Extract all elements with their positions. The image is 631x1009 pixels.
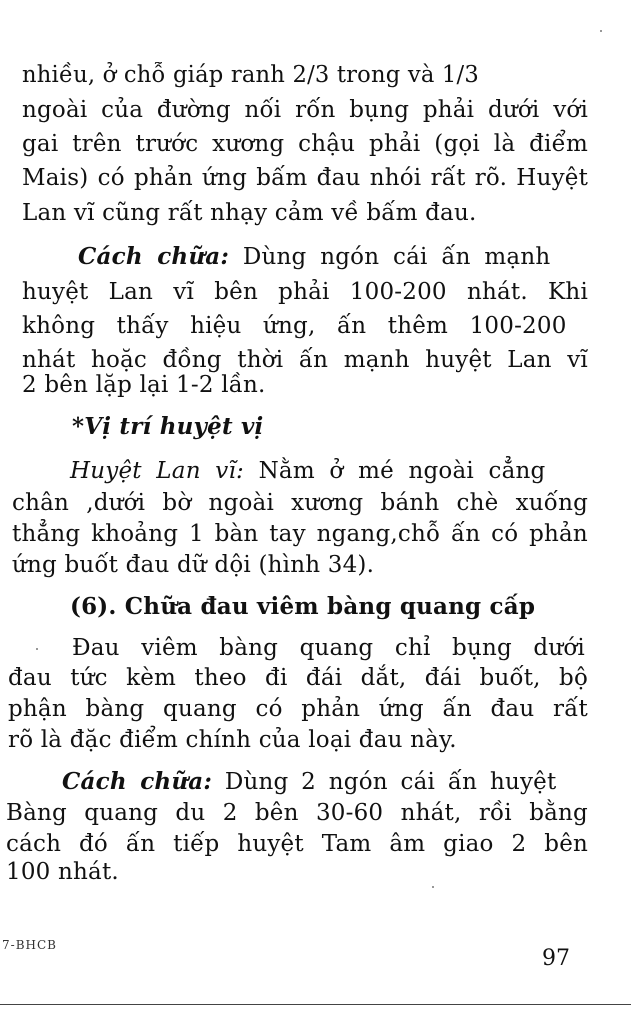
para4-line-1: Đau viêm bàng quang chỉ bụng dưới <box>72 635 585 661</box>
para3-line-1 <box>70 456 545 486</box>
para1-line-4: Mais) có phản ứng bấm đau nhói rất rõ. Huyệt <box>22 165 589 191</box>
para5-line-4: 100 nhát. <box>6 859 119 885</box>
para4-line-4: rõ là đặc điểm chính của loại đau này. <box>8 727 457 753</box>
para3-line-4: ứng buốt đau dữ dội (hình 34). <box>12 552 375 578</box>
para5-line-1 <box>62 767 556 797</box>
para2-line-3: không thấy hiệu ứng, ấn thêm 100-200 <box>22 313 567 339</box>
para3-label: Huyệt Lan vĩ: <box>70 458 244 484</box>
para1-line-1: nhiều, ở chỗ giáp ranh 2/3 trong và 1/3 <box>22 62 479 88</box>
para2-line-1 <box>78 242 550 272</box>
para4-line-3: phận bàng quang có phản ứng ấn đau rất <box>8 696 588 722</box>
scan-speck <box>600 30 602 32</box>
para1-line-3: gai trên trước xương chậu phải (gọi là điểm <box>22 131 588 157</box>
para2-label: Cách chữa: <box>78 243 230 270</box>
footer-code: 7-BHCB <box>2 938 57 952</box>
para5-label: Cách chữa: <box>62 768 213 795</box>
para5-line-3: cách đó ấn tiếp huyệt Tam âm giao 2 bên <box>6 831 589 857</box>
heading-vitri: *Vị trí huyệt vị <box>72 413 264 440</box>
para2-line-2: huyệt Lan vĩ bên phải 100-200 nhát. Khi <box>22 279 588 305</box>
para3-line-3: thẳng khoảng 1 bàn tay ngang,chỗ ấn có phản <box>12 521 588 547</box>
para1-line-2: ngoài của đường nối rốn bụng phải dưới với <box>22 97 588 123</box>
para3-first-rest: Nằm ở mé ngoài cẳng <box>244 458 546 484</box>
para5-line-2: Bàng quang du 2 bên 30-60 nhát, rồi bằng <box>6 800 588 826</box>
para3-line-2: chân ,dưới bờ ngoài xương bánh chè xuống <box>12 490 589 516</box>
para1-line-5: Lan vĩ cũng rất nhạy cảm về bấm đau. <box>22 200 477 226</box>
page-bottom-edge <box>0 1004 631 1005</box>
para4-line-2: đau tức kèm theo đi đái dắt, đái buốt, bộ <box>8 665 589 691</box>
section-title: (6). Chữa đau viêm bàng quang cấp <box>70 593 536 620</box>
para2-line-5: 2 bên lặp lại 1-2 lần. <box>22 372 266 398</box>
para5-first-rest: Dùng 2 ngón cái ấn huyệt <box>212 769 557 795</box>
para2-line-4: nhát hoặc đồng thời ấn mạnh huyệt Lan vĩ <box>22 347 588 373</box>
page-number: 97 <box>542 946 570 971</box>
scan-speck <box>432 886 434 888</box>
scan-speck <box>36 648 38 650</box>
para2-first-rest: Dùng ngón cái ấn mạnh <box>229 244 551 270</box>
